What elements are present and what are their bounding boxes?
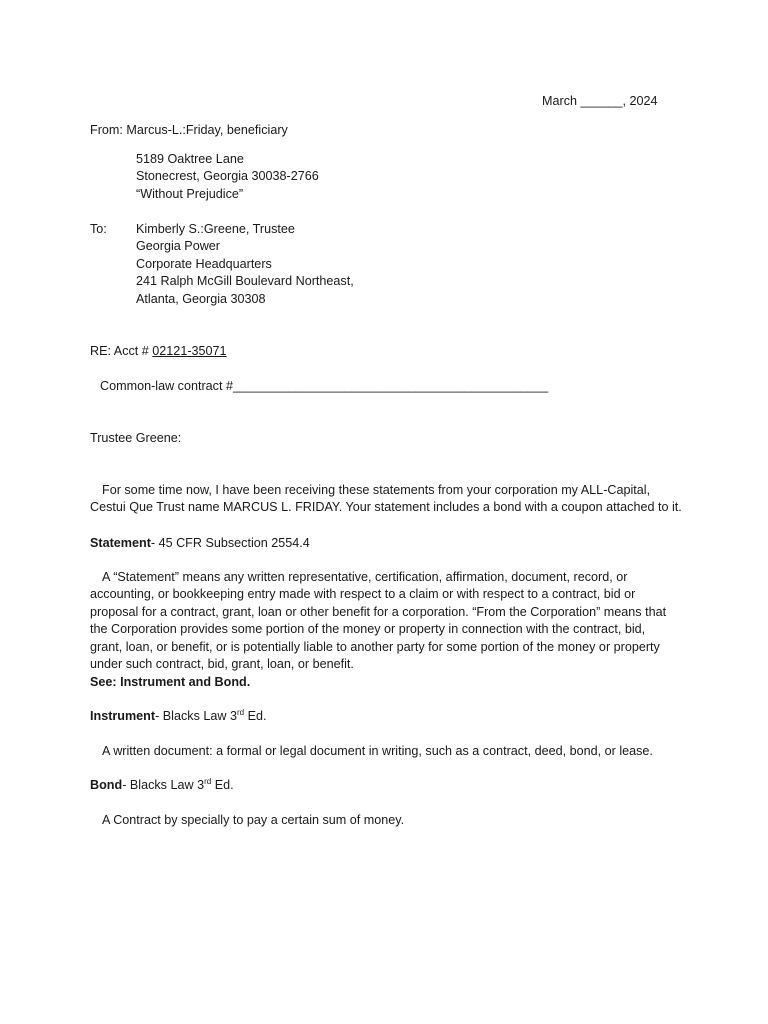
see-also [90,674,250,691]
instrument-source-suffix: Ed. [244,709,267,723]
to-address-line: Georgia Power [136,239,220,254]
from-address-line: 5189 Oaktree Lane [136,152,244,166]
see-also-text: See: Instrument and Bond. [90,675,251,689]
instrument-source-prefix: - Blacks Law 3 [155,709,237,723]
intro-text: For some time now, I have been receiving these statements from your corporation my ALL-Capital, Cestui Que Trust name MARCUS L. FRIDAY. Your statement includes a bond with a coupon attached to it. [90,483,682,515]
bond-source-suffix: Ed. [211,778,234,792]
statement-definition-text: A “Statement” means any written representative, certification, affirmation, document, record, or accounting, or bookkeeping entry made with respect to a claim or with respect to a contract, bid or proposal for a contract, grant, loan or other benefit for a corporation. “From the Corporation” means that the Corporation provides some portion of the money or property in connection with the contract, bid, grant, loan, or benefit, or is potentially liable to another party for some portion of the money or property under such contract, bid, grant, loan, or benefit. [90,570,667,672]
statement-term: Statement [90,536,151,550]
instrument-definition [90,743,653,760]
to-address [136,221,354,308]
bond-source-sup: rd [204,776,212,786]
account-number: 02121-35071 [152,344,227,358]
to-label: To: [90,222,107,236]
bond-term: Bond [90,778,123,792]
to-address-line: Kimberly S.:Greene, Trustee [136,222,295,236]
re-prefix: RE: Acct # [90,344,153,358]
intro-paragraph [90,482,686,517]
bond-source-prefix: - Blacks Law 3 [122,778,205,792]
re-line [90,343,227,360]
bond-definition [90,812,404,829]
to-address-line: Corporate Headquarters [136,256,272,271]
bond-definition-text: A Contract by specially to pay a certain sum of money. [102,813,405,827]
instrument-term: Instrument [90,709,156,723]
from-line: From: Marcus-L.:Friday, beneficiary [90,123,288,137]
statement-definition [90,569,676,673]
from-address-line: Stonecrest, Georgia 30038-2766 [136,169,319,184]
bond-heading [90,777,234,794]
salutation: Trustee Greene: [90,431,182,445]
to-address-line: 241 Ralph McGill Boulevard Northeast, [136,274,354,289]
contract-line: Common-law contract #_____________________________________________ [100,379,549,393]
instrument-definition-text: A written document: a formal or legal document in writing, such as a contract, deed, bond, or lease. [102,744,653,758]
statement-source: - 45 CFR Subsection 2554.4 [150,536,310,550]
from-address [136,151,319,203]
instrument-source-sup: rd [236,707,245,717]
instrument-heading [90,708,267,725]
date-line: March ______, 2024 [542,94,658,108]
statement-heading [90,535,310,552]
to-address-line: Atlanta, Georgia 30308 [136,291,266,306]
from-address-line: “Without Prejudice” [136,186,244,201]
